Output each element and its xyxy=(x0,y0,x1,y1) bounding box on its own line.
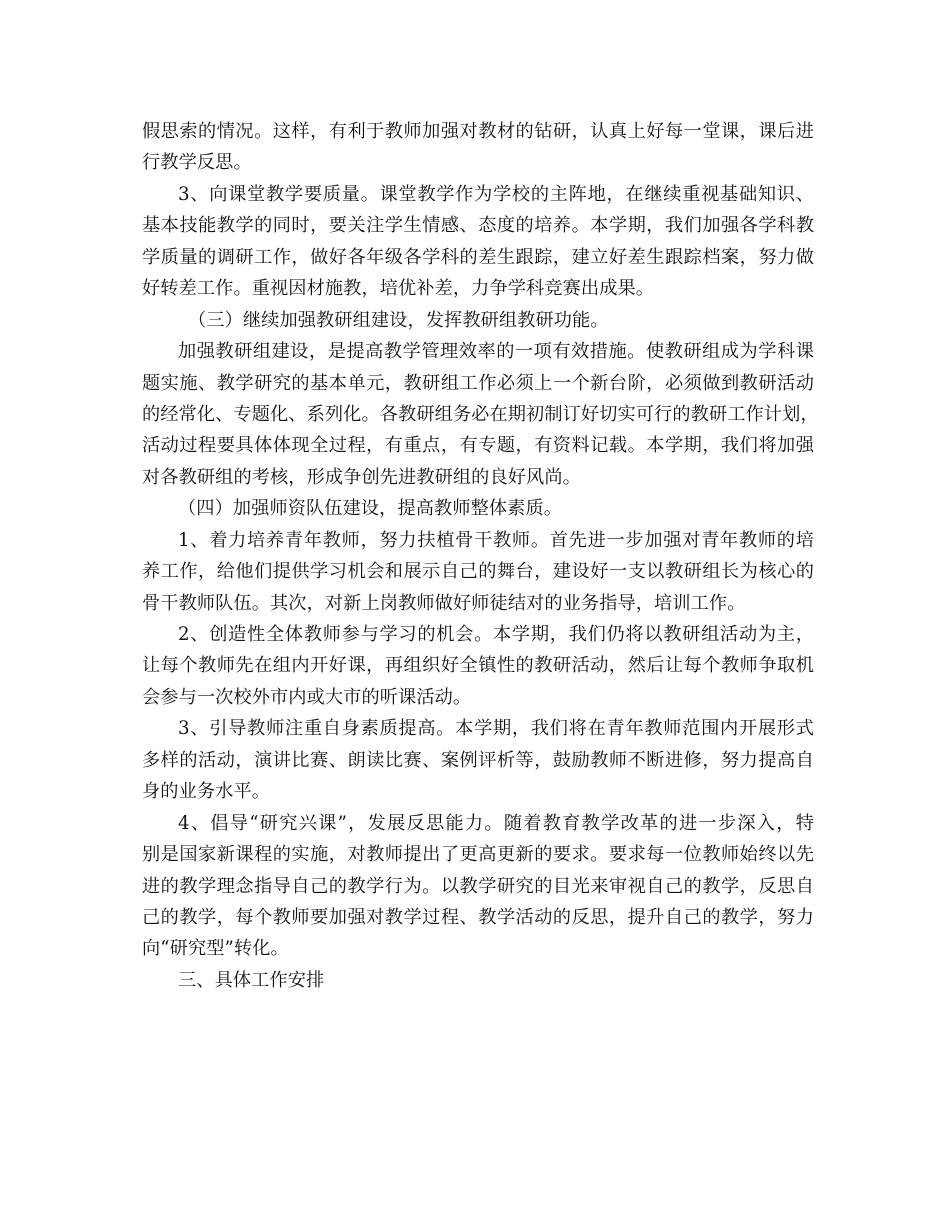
paragraph-line: 加强教研组建设，是提高教学管理效率的一项有效措施。使教研组成为学科课 xyxy=(178,341,814,363)
paragraph-line: 向“研究型”转化。 xyxy=(142,938,289,960)
paragraph-line: 基本技能教学的同时，要关注学生情感、态度的培养。本学期，我们加强各学科教 xyxy=(142,215,814,237)
paragraph-line: 行教学反思。 xyxy=(142,152,252,174)
paragraph-line: 3、向课堂教学要质量。课堂教学作为学校的主阵地，在继续重视基础知识、 xyxy=(178,183,814,205)
paragraph-line: 身的业务水平。 xyxy=(142,781,271,803)
paragraph-line: 让每个教师先在组内开好课，再组织好全镇性的教研活动，然后让每个教师争取机 xyxy=(142,655,814,677)
paragraph-line: 对各教研组的考核，形成争创先进教研组的良好风尚。 xyxy=(142,466,581,488)
paragraph-line: 1、着力培养青年教师，努力扶植骨干教师。首先进一步加强对青年教师的培 xyxy=(178,529,814,551)
paragraph-line: 别是国家新课程的实施，对教师提出了更高更新的要求。要求每一位教师始终以先 xyxy=(142,844,814,866)
paragraph-line: 题实施、教学研究的基本单元，教研组工作必须上一个新台阶，必须做到教研活动 xyxy=(142,372,814,394)
paragraph-line: 己的教学，每个教师要加强对教学过程、教学活动的反思，提升自己的教学，努力 xyxy=(142,906,814,928)
paragraph-line: 假思索的情况。这样，有利于教师加强对教材的钻研，认真上好每一堂课，课后进 xyxy=(142,121,814,142)
paragraph-line: 的经常化、专题化、系列化。各教研组务必在期初制订好切实可行的教研工作计划， xyxy=(142,403,819,425)
paragraph-line: 养工作，给他们提供学习机会和展示自己的舞台，建设好一支以教研组长为核心的 xyxy=(142,561,814,583)
paragraph-line: 3、引导教师注重自身素质提高。本学期，我们将在青年教师范围内开展形式 xyxy=(178,718,814,740)
paragraph-line: 2、创造性全体教师参与学习的机会。本学期，我们仍将以教研组活动为主， xyxy=(178,624,814,645)
section-heading: （四）加强师资队伍建设，提高教师整体素质。 xyxy=(178,498,563,520)
section-heading: 三、具体工作安排 xyxy=(178,969,325,991)
paragraph-line: 活动过程要具体体现全过程，有重点，有专题，有资料记载。本学期，我们将加强 xyxy=(142,435,814,457)
paragraph-line: 4、倡导“研究兴课”，发展反思能力。随着教育教学改革的进一步深入，特 xyxy=(178,812,814,834)
paragraph-line: 学质量的调研工作，做好各年级各学科的差生跟踪，建立好差生跟踪档案，努力做 xyxy=(142,246,814,268)
paragraph-line: 进的教学理念指导自己的教学行为。以教学研究的目光来审视自己的教学，反思自 xyxy=(142,875,814,897)
paragraph-line: 骨干教师队伍。其次，对新上岗教师做好师徒结对的业务指导，培训工作。 xyxy=(142,592,746,614)
paragraph-line: 会参与一次校外市内或大市的听课活动。 xyxy=(142,686,472,708)
paragraph-line: 多样的活动，演讲比赛、朗读比赛、案例评析等，鼓励教师不断进修，努力提高自 xyxy=(142,749,814,771)
paragraph-line: 好转差工作。重视因材施教，培优补差，力争学科竞赛出成果。 xyxy=(142,278,655,300)
document-body xyxy=(142,116,819,996)
section-heading: （三）继续加强教研组建设，发挥教研组教研功能。 xyxy=(188,309,609,331)
